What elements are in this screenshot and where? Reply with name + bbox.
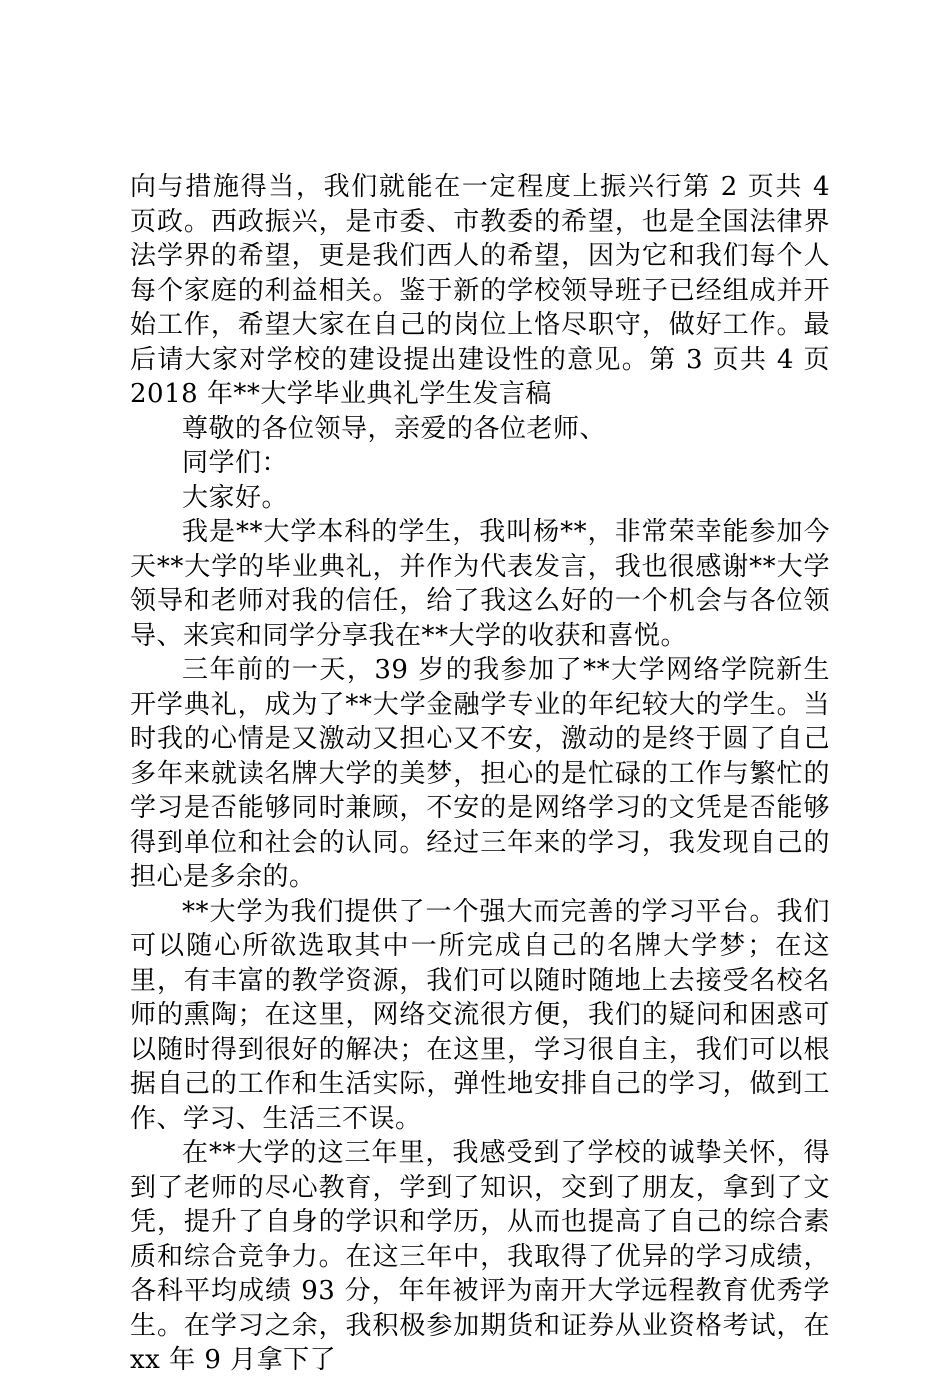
paragraph-6: 三年前的一天，39 岁的我参加了**大学网络学院新生开学典礼，成为了**大学金融学专业的年纪较大的学生。当时我的心情是又激动又担心又不安，激动的是终于圆了自己多年来就读名牌大学的美梦，担心的是忙碌的工作与繁忙的学习是否能够同时兼顾，不安的是网络学习的文凭是否能够得到单位和社会的认同。经过三年来的学习，我发现自己的担心是多余的。 [130, 655, 830, 892]
paragraph-salutation: 尊敬的各位领导，亲爱的各位老师、 [182, 413, 607, 444]
document-body [130, 170, 830, 1378]
paragraph-greeting: 大家好。 [182, 482, 289, 513]
paragraph-8: 在**大学的这三年里，我感受到了学校的诚挚关怀，得到了老师的尽心教育，学到了知识，交到了朋友，拿到了文凭，提升了自身的学识和学历，从而也提高了自己的综合素质和综合竞争力。在这三年中，我取得了优异的学习成绩，各科平均成绩 93 分，年年被评为南开大学远程教育优秀学生。在学习之余，我积极参加期货和证券从业资格考试，在 xx 年 9 月拿下了 [130, 1138, 830, 1375]
paragraph-7: **大学为我们提供了一个强大而完善的学习平台。我们可以随心所欲选取其中一所完成自己的名牌大学梦；在这里，有丰富的教学资源，我们可以随时随地上去接受名校名师的熏陶；在这里，网络交流很方便，我们的疑问和困惑可以随时得到很好的解决；在这里，学习很自主，我们可以根据自己的工作和生活实际，弹性地安排自己的学习，做到工作、学习、生活三不误。 [130, 896, 830, 1134]
paragraph-5: 我是**大学本科的学生，我叫杨**，非常荣幸能参加今天**大学的毕业典礼，并作为代表发言，我也很感谢**大学领导和老师对我的信任，给了我这么好的一个机会与各位领导、来宾和同学分享我在**大学的收获和喜悦。 [130, 517, 830, 651]
paragraph-1: 向与措施得当，我们就能在一定程度上振兴行第 2 页共 4 页政。西政振兴，是市委、市教委的希望，也是全国法律界法学界的希望，更是我们西人的希望，因为它和我们每个人每个家庭的利益相关。鉴于新的学校领导班子已经组成并开始工作，希望大家在自己的岗位上恪尽职守，做好工作。最后请大家对学校的建设提出建设性的意见。第 3 页共 4 页 2018 年**大学毕业典礼学生发言稿 [130, 172, 830, 409]
paragraph-salutation-2: 同学们： [182, 448, 289, 478]
